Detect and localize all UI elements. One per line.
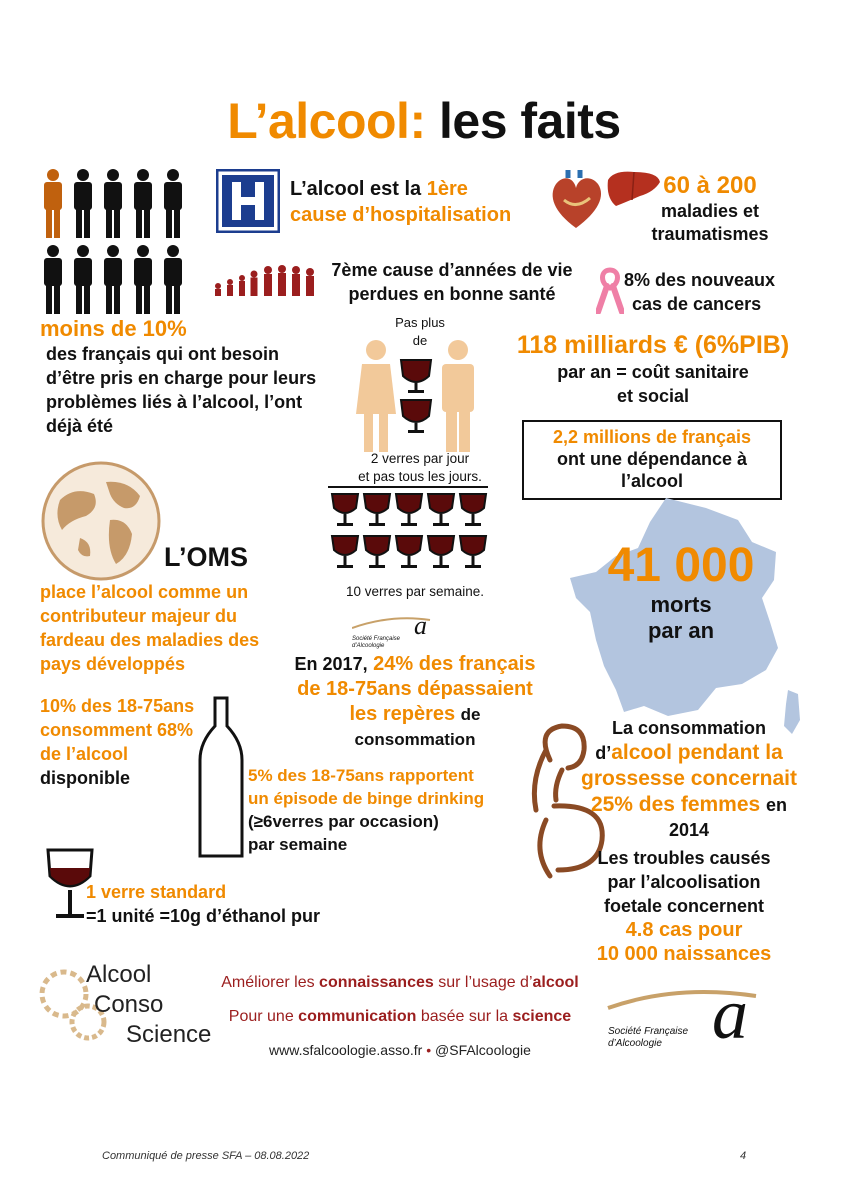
alcool-conso-science-logo: Alcool Conso Science [86,961,212,1048]
heart-icon [546,170,606,232]
evolution-silhouettes-icon [212,262,324,296]
sfa-small-logo: a Société Française d’Alcoologie [352,612,452,650]
sfa-logo-text: Société Française d’Alcoologie [608,1026,689,1049]
hospitalization-fact: L’alcool est la 1ère cause d’hospitalisation [290,178,512,226]
life-years-fact: 7ème cause d’années de vie perdues en bonne santé [331,260,573,304]
deaths-fact: 41 000 morts par an [607,539,755,643]
consumption-fact: 10% des 18-75ans consomment 68% de l’alcool disponible [40,696,195,788]
two-glasses-icon [397,358,435,436]
hospital-h-icon [216,169,280,233]
pregnancy-fact: La consommation d’alcool pendant la grossesse concernait 25% des femmes en 2014 [581,718,797,840]
cancer-fact: 8% des nouveaux cas de cancers [624,270,776,314]
care-fact: moins de 10% des français qui ont besoin d’être pris en charge pour leurs problèmes liés à l’alcool, l’ont déjà été [40,316,317,436]
svg-text:a: a [712,982,748,1042]
sfa-small-swoosh-icon [352,612,452,636]
standard-unit-fact: 1 verre standard =1 unité =10g d’éthanol pur [86,882,321,926]
ten-glasses-icon [328,486,488,582]
people-grid-icon [40,168,198,318]
fetal-fact: Les troubles causés par l’alcoolisation foetale concernent 4.8 cas pour 10 000 naissances [596,848,772,965]
wine-bottle-icon [196,696,246,860]
world-globe-icon [40,460,162,582]
website-link[interactable]: www.sfalcoologie.asso.fr [269,1042,423,1058]
press-release-footer: Communiqué de presse SFA – 08.08.2022 [102,1150,310,1162]
pink-ribbon-icon [596,266,624,314]
web-links: www.sfalcoologie.asso.fr • @SFAlcoologie [269,1042,531,1058]
reperes-fact: En 2017, 24% des français de 18-75ans dépassaient les repères de consommation [294,653,536,749]
limit-label-top: Pas plus de [395,315,445,348]
page-title: L’alcool: les faits [227,93,621,149]
binge-fact: 5% des 18-75ans rapportent un épisode de binge drinking (≥6verres par occasion) par semaine [248,766,485,854]
twitter-link[interactable]: @SFAlcoologie [435,1042,531,1058]
svg-text:a: a [414,612,427,636]
limit-week: 10 verres par semaine. [345,584,485,599]
oms-heading: L’OMS [164,542,249,572]
oms-fact: place l’alcool comme un contributeur majeur du fardeau des maladies des pays développés [40,582,260,674]
diseases-fact: 60 à 200 maladies et traumatismes [651,172,769,244]
page-number: 4 [740,1150,747,1162]
dependence-box: 2,2 millions de français ont une dépendance à l’alcool [522,420,782,500]
limit-label-bottom: 2 verres par jour et pas tous les jours. [358,451,482,484]
cost-fact: 118 milliards € (6%PIB) par an = coût sanitaire et social [516,331,790,406]
tagline: Améliorer les connaissances sur l’usage d’alcool Pour une communication basée sur la science [221,974,579,1025]
